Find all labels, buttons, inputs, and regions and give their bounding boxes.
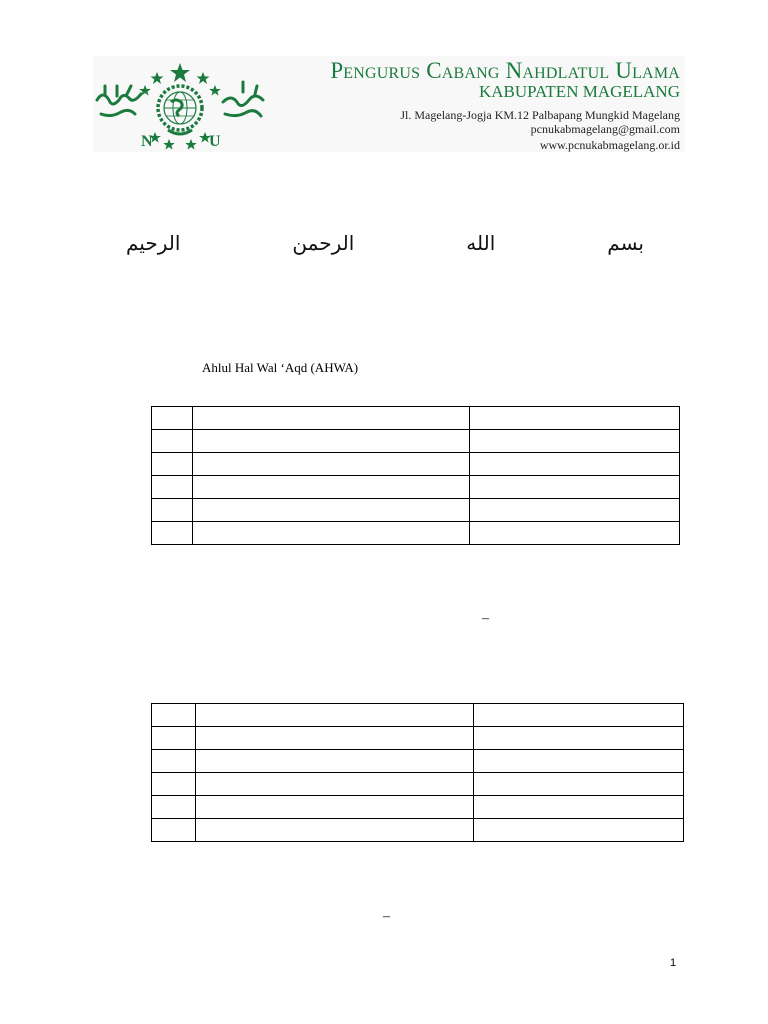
logo-letter-n: N — [141, 133, 153, 150]
table-cell — [193, 476, 470, 499]
ahwa-table-2 — [151, 703, 684, 842]
org-title: Pengurus Cabang Nahdlatul Ulama — [330, 58, 680, 83]
table-row — [152, 727, 684, 750]
table-cell — [152, 499, 193, 522]
table-cell — [152, 819, 196, 842]
table-row — [152, 704, 684, 727]
table-cell — [196, 727, 474, 750]
org-website: www.pcnukabmagelang.or.id — [539, 138, 680, 152]
table-cell — [193, 407, 470, 430]
dash-mark: – — [383, 909, 390, 924]
page-number: 1 — [670, 957, 677, 969]
table-cell — [474, 704, 684, 727]
table-row — [152, 796, 684, 819]
org-address: Jl. Magelang-Jogja KM.12 Palbapang Mungkid Magelang — [400, 108, 680, 122]
table-cell — [196, 750, 474, 773]
dash-mark: – — [482, 611, 489, 626]
table-cell — [474, 727, 684, 750]
nu-logo — [93, 58, 268, 153]
table-row — [152, 750, 684, 773]
globe-icon — [158, 86, 202, 134]
table-cell — [196, 796, 474, 819]
table-cell — [196, 773, 474, 796]
table-cell — [474, 750, 684, 773]
table-cell — [474, 819, 684, 842]
table-cell — [152, 476, 193, 499]
table-row — [152, 407, 680, 430]
table-row — [152, 819, 684, 842]
table-cell — [470, 407, 680, 430]
table-row — [152, 499, 680, 522]
table-cell — [152, 727, 196, 750]
logo-letter-u: U — [209, 133, 221, 150]
table-cell — [470, 499, 680, 522]
table-row — [152, 430, 680, 453]
table-row — [152, 476, 680, 499]
table-cell — [152, 522, 193, 545]
table-cell — [152, 796, 196, 819]
table-row — [152, 773, 684, 796]
table-cell — [474, 773, 684, 796]
table-row — [152, 522, 680, 545]
org-email: pcnukabmagelang@gmail.com — [530, 122, 680, 136]
table-cell — [193, 522, 470, 545]
ahwa-table-1 — [151, 406, 680, 545]
table-cell — [152, 453, 193, 476]
table-cell — [193, 499, 470, 522]
table-cell — [193, 430, 470, 453]
table-cell — [470, 476, 680, 499]
table-cell — [470, 430, 680, 453]
table-cell — [470, 453, 680, 476]
section-title: Ahlul Hal Wal ‘Aqd (AHWA) — [202, 360, 359, 375]
table-cell — [152, 773, 196, 796]
table-cell — [196, 704, 474, 727]
basmalah: بسم الله الرحمن الرحيم — [126, 231, 644, 255]
table-cell — [152, 407, 193, 430]
table-cell — [196, 819, 474, 842]
table-cell — [152, 430, 193, 453]
table-cell — [193, 453, 470, 476]
table-row — [152, 453, 680, 476]
table-cell — [152, 704, 196, 727]
table-cell — [470, 522, 680, 545]
table-cell — [152, 750, 196, 773]
org-subtitle: KABUPATEN MAGELANG — [478, 82, 680, 101]
table-cell — [474, 796, 684, 819]
